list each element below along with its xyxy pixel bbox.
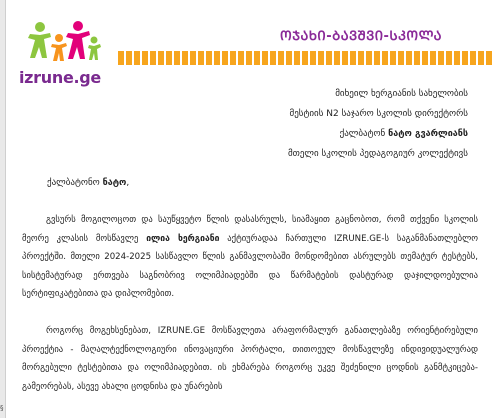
addressee-line-2: მესტიის N2 საჯარო სკოლის დირექტორს [289, 109, 468, 119]
addressee-prefix: ქალბატონ [339, 129, 389, 139]
addressee-line-3 [288, 124, 468, 144]
letter-paragraph-1 [22, 211, 478, 304]
edge-mark: § [0, 404, 4, 412]
brand-name: IZRUNE.GE [157, 326, 206, 336]
salutation-suffix: , [126, 178, 130, 188]
header-title: ᲝᲯᲐᲮᲘ-ᲑᲐᲕᲨᲕᲘ-ᲡᲙᲝᲚᲐ [280, 29, 442, 44]
addressee-name: ნატო გვარლიანს [388, 129, 468, 139]
letter-paragraph-2 [22, 322, 478, 396]
paragraph-2-text-b: მოსწავლეთა არაფორმალურ განათლებაზე ორიენტირებული პროექტია - მაღალტექნოლოგიური ინოვაციური პორტალი, თითოეულ მოსწავლეზე ინდივიდუალურად მორგებული ტესტებითა და ოლიმპიადებით. ის ეხმარება როგორც უკვე შეძენილი ცოდნის განმტკიცება-გამეორებას, ასევე ახალი ცოდნისა და უნარების [22, 326, 478, 392]
addressee-line-1: მიხეილ ხერგიანის სახელობის [335, 89, 468, 99]
addressee-line-4: მთელი სკოლის პედაგოგიურ კოლექტივს [287, 149, 468, 159]
family-figures-icon [14, 18, 106, 70]
salutation-prefix: ქალბატონო [47, 178, 103, 188]
paragraph-2-text-a: როგორც მოგეხსენებათ, [46, 326, 158, 336]
document-left-edge [0, 0, 6, 418]
paragraph-1-text-b: აქტიურადაა ჩართული IZRUNE.GE-ს საგანმანათლებლო პროექტში. მთელი 2024-2025 სასწავლო წლის განმავლობაში მონდომებით ასრულებს თემატურ ტესტებს, სისტემატურად ერთვება საგნობრივ ოლიმპიადებში და წარმატების დასტურად დაჯილდოებულია სერტიფიკატებითა და დიპლომებით. [22, 233, 478, 299]
salutation [47, 178, 129, 188]
addressee-block [288, 84, 468, 164]
decorative-stripe-bar [118, 51, 492, 65]
izrune-logo [14, 18, 106, 98]
logo-wordmark: izrune.ge [18, 68, 101, 87]
student-name: ილია ხერგიანი [146, 233, 220, 244]
salutation-name: ნატო [102, 178, 127, 188]
paragraph-1-text-a: გვსურს მოგილოცოთ და საუწყვეტო წლის დასასრულს, სიამაყით გაცნობოთ, რომ თქვენი სკოლის მეორე კლასის მოსწავლე [22, 215, 478, 244]
